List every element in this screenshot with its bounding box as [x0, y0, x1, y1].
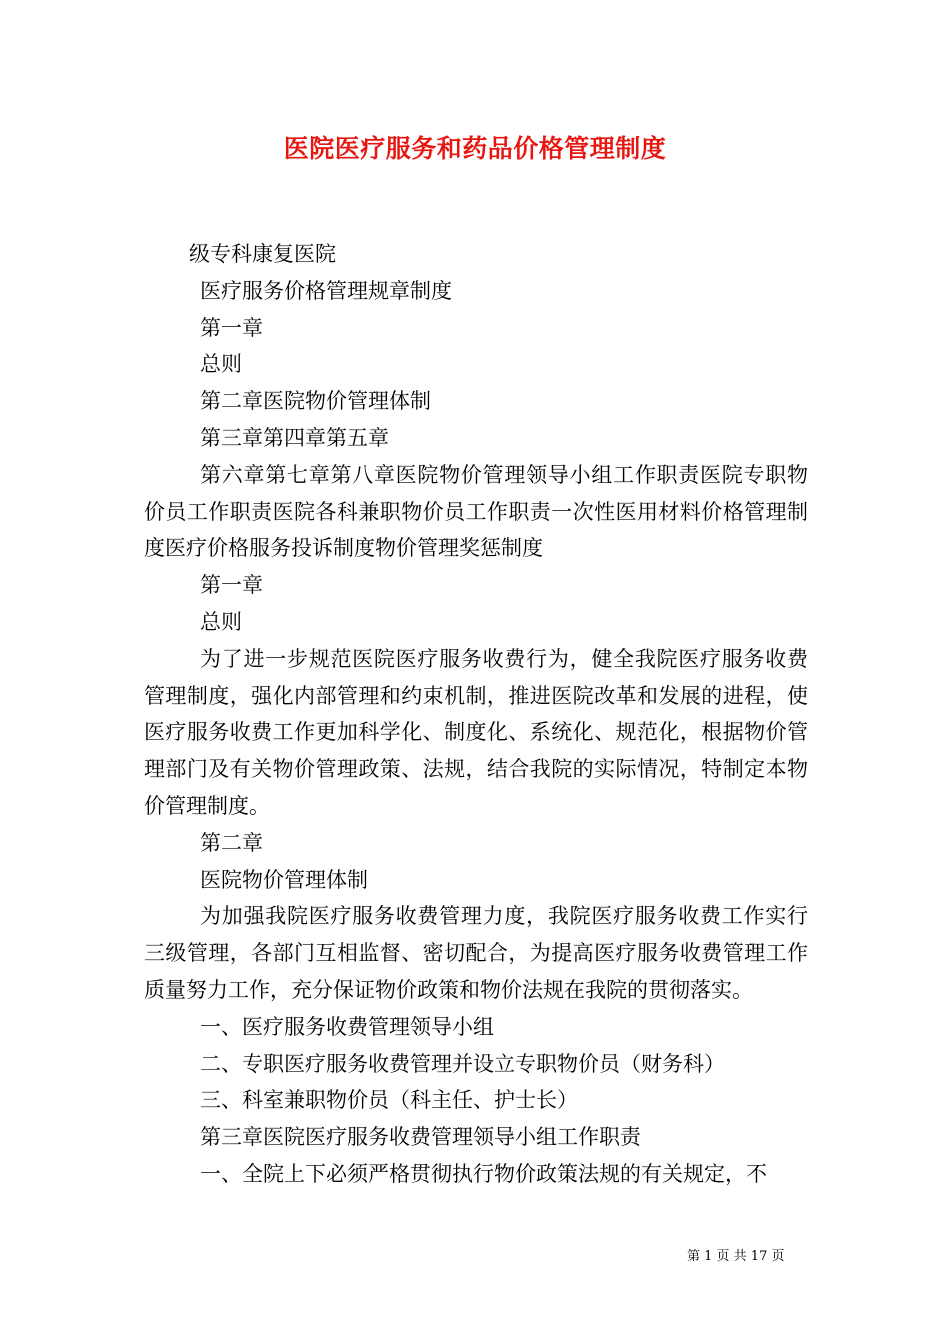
- paragraph-11: 第二章: [200, 830, 263, 855]
- document-body: [144, 236, 808, 1193]
- document-title: 医院医疗服务和药品价格管理制度: [283, 134, 667, 163]
- paragraph-4: 总则: [200, 352, 242, 377]
- paragraph-1: 级专科康复医院: [189, 242, 336, 266]
- paragraph-8: 第一章: [200, 573, 263, 598]
- paragraph-2: 医疗服务价格管理规章制度: [200, 278, 452, 303]
- paragraph-13: 为加强我院医疗服务收费管理力度，我院医疗服务收费工作实行三级管理，各部门互相监督、密切配合，为提高医疗服务收费管理工作质量努力工作，充分保证物价政策和物价法规在我院的贯彻落实。: [144, 904, 808, 1002]
- paragraph-6: 第三章第四章第五章: [200, 425, 389, 450]
- paragraph-5: 第二章医院物价管理体制: [200, 389, 431, 414]
- page-footer: 第 1 页 共 17 页: [687, 1249, 785, 1264]
- paragraph-14: 一、医疗服务收费管理领导小组: [200, 1014, 494, 1039]
- paragraph-16: 三、科室兼职物价员（科主任、护士长）: [200, 1088, 578, 1113]
- paragraph-17: 第三章医院医疗服务收费管理领导小组工作职责: [200, 1125, 641, 1150]
- paragraph-18: 一、全院上下必须严格贯彻执行物价政策法规的有关规定，不: [200, 1161, 767, 1186]
- paragraph-10: 为了进一步规范医院医疗服务收费行为，健全我院医疗服务收费管理制度，强化内部管理和约束机制，推进医院改革和发展的进程，使医疗服务收费工作更加科学化、制度化、系统化、规范化，根据物价管理部门及有关物价管理政策、法规，结合我院的实际情况，特制定本物价管理制度。: [144, 646, 808, 818]
- paragraph-15: 二、专职医疗服务收费管理并设立专职物价员（财务科）: [200, 1051, 725, 1076]
- paragraph-9: 总则: [200, 609, 242, 634]
- paragraph-7: 第六章第七章第八章医院物价管理领导小组工作职责医院专职物价员工作职责医院各科兼职物价员工作职责一次性医用材料价格管理制度医疗价格服务投诉制度物价管理奖惩制度: [144, 462, 808, 561]
- paragraph-12: 医院物价管理体制: [200, 867, 368, 892]
- paragraph-3: 第一章: [200, 315, 263, 340]
